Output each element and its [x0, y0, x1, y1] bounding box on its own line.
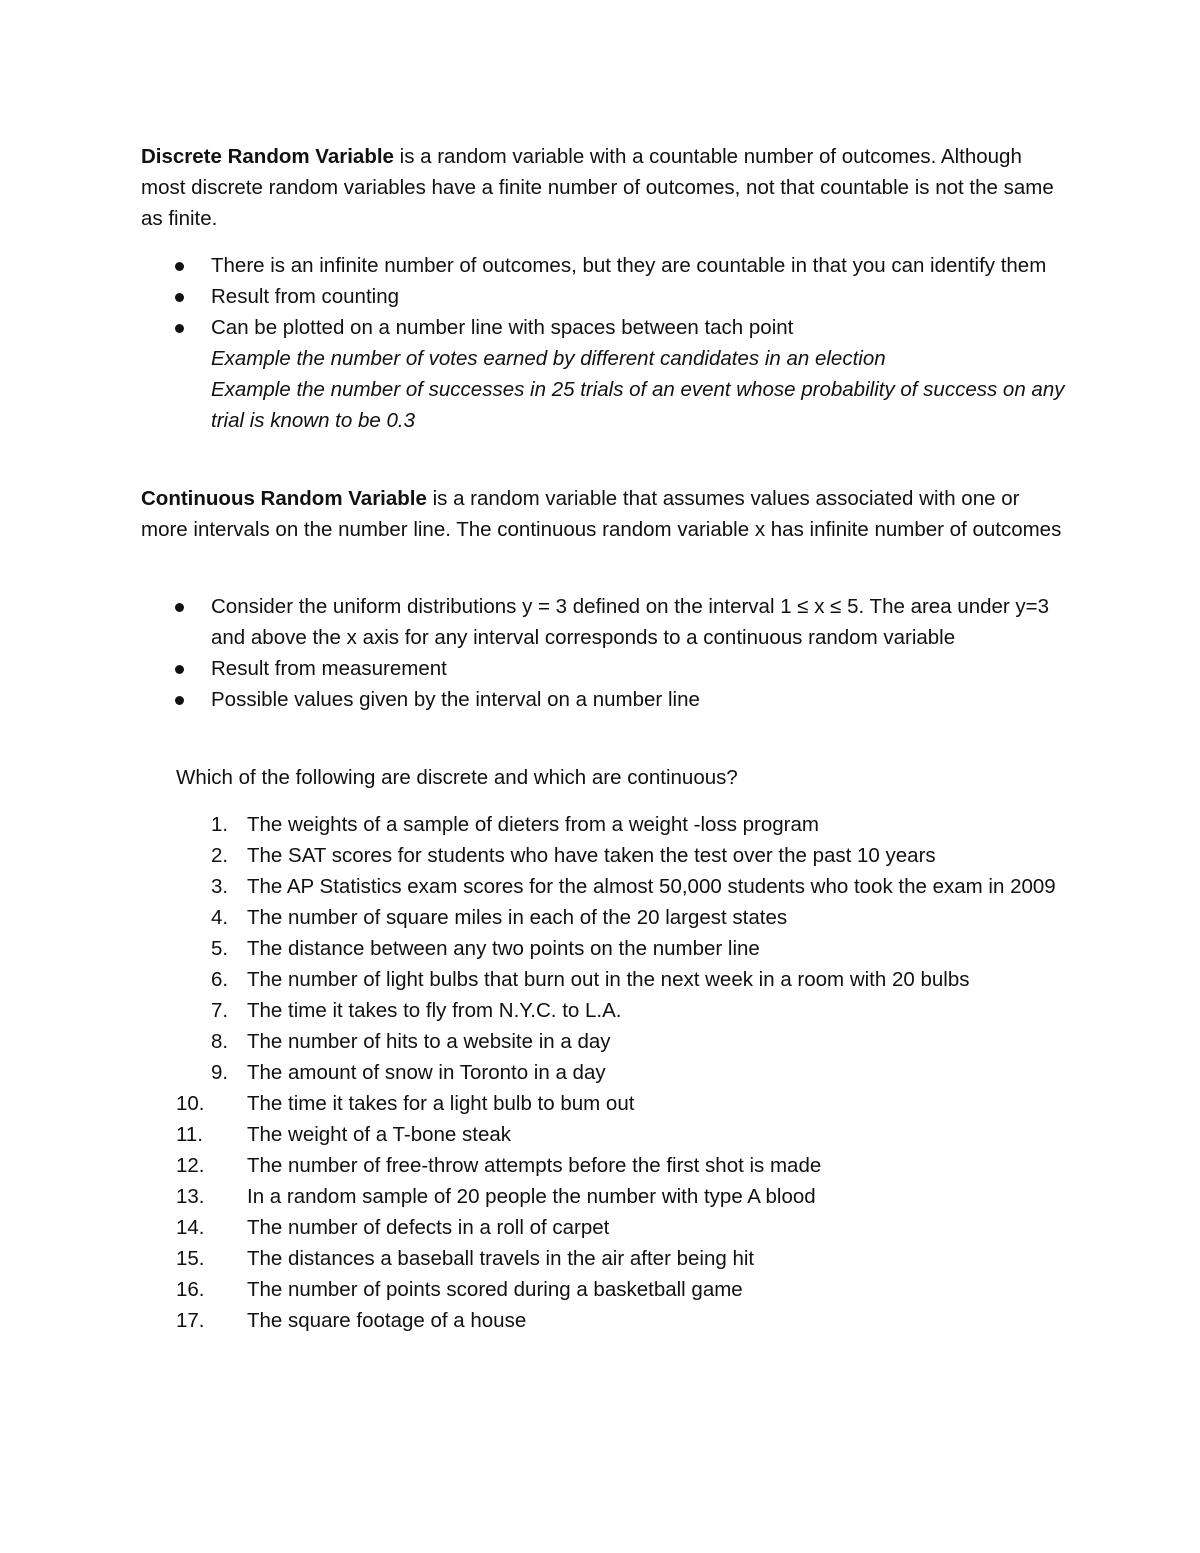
list-item: Can be plotted on a number line with spaces between tach point [141, 312, 1071, 343]
list-item: 9. The amount of snow in Toronto in a day [211, 1061, 606, 1084]
list-item: 4. The number of square miles in each of the 20 largest states [211, 906, 788, 929]
discrete-definition [141, 141, 1071, 234]
list-item: 5. The distance between any two points on the number line [211, 937, 760, 960]
list-item: 2. The SAT scores for students who have taken the test over the past 10 years [211, 844, 936, 867]
discrete-bullet-list [141, 250, 1071, 436]
continuous-term: Continuous Random Variable [141, 487, 427, 510]
list-item: 16. The number of points scored during a basketball game [176, 1278, 743, 1301]
example-item: Example the number of successes in 25 trials of an event whose probability of success on any trial is known to be 0.3 [211, 378, 1065, 432]
bullet-icon [175, 603, 184, 612]
example-item: Example the number of votes earned by different candidates in an election [211, 347, 886, 370]
list-item: There is an infinite number of outcomes, but they are countable in that you can identify them [141, 250, 1071, 281]
bullet-icon [175, 696, 184, 705]
list-item: 1. The weights of a sample of dieters from a weight -loss program [211, 813, 819, 836]
bullet-icon [175, 324, 184, 333]
list-item: 14. The number of defects in a roll of carpet [176, 1216, 610, 1239]
list-item: 12. The number of free-throw attempts before the first shot is made [176, 1154, 822, 1177]
bullet-icon [175, 293, 184, 302]
continuous-definition [141, 483, 1071, 545]
bullet-icon [175, 665, 184, 674]
list-item: 13. In a random sample of 20 people the number with type A blood [176, 1185, 816, 1208]
continuous-definition-text: is a random variable that assumes values associated with one or more intervals on the number line. The continuous random variable x has infinite number of outcomes [141, 487, 1062, 541]
list-item: Result from counting [141, 281, 1071, 312]
discrete-continuation: Although most discrete random variables have a finite number of outcomes, not that countable is not the same as finite. [141, 145, 1054, 230]
list-item: 17. The square footage of a house [176, 1309, 527, 1332]
list-item: 3. The AP Statistics exam scores for the almost 50,000 students who took the exam in 2009 [211, 875, 1056, 898]
list-item: Result from measurement [141, 653, 1071, 684]
discrete-definition-text: is a random variable with a countable number of outcomes. [393, 145, 937, 168]
list-item: 15. The distances a baseball travels in the air after being hit [176, 1247, 755, 1270]
list-item: 10. The time it takes for a light bulb to bum out [176, 1092, 635, 1115]
list-item: Consider the uniform distributions y = 3 defined on the interval 1 ≤ x ≤ 5. The area under y=3 and above the x axis for any interval corresponds to a continuous random variable [141, 591, 1071, 653]
list-item: 7. The time it takes to fly from N.Y.C. to L.A. [211, 999, 622, 1022]
continuous-bullet-list [141, 591, 1071, 715]
numbered-list [176, 809, 1076, 1336]
list-item: 11. The weight of a T-bone steak [176, 1123, 512, 1146]
question-prompt: Which of the following are discrete and which are continuous? [176, 766, 738, 789]
bullet-icon [175, 262, 184, 271]
discrete-term: Discrete Random Variable [141, 145, 394, 168]
list-item: Possible values given by the interval on a number line [141, 684, 1071, 715]
list-item: 6. The number of light bulbs that burn out in the next week in a room with 20 bulbs [211, 968, 970, 991]
list-item: 8. The number of hits to a website in a day [211, 1030, 611, 1053]
